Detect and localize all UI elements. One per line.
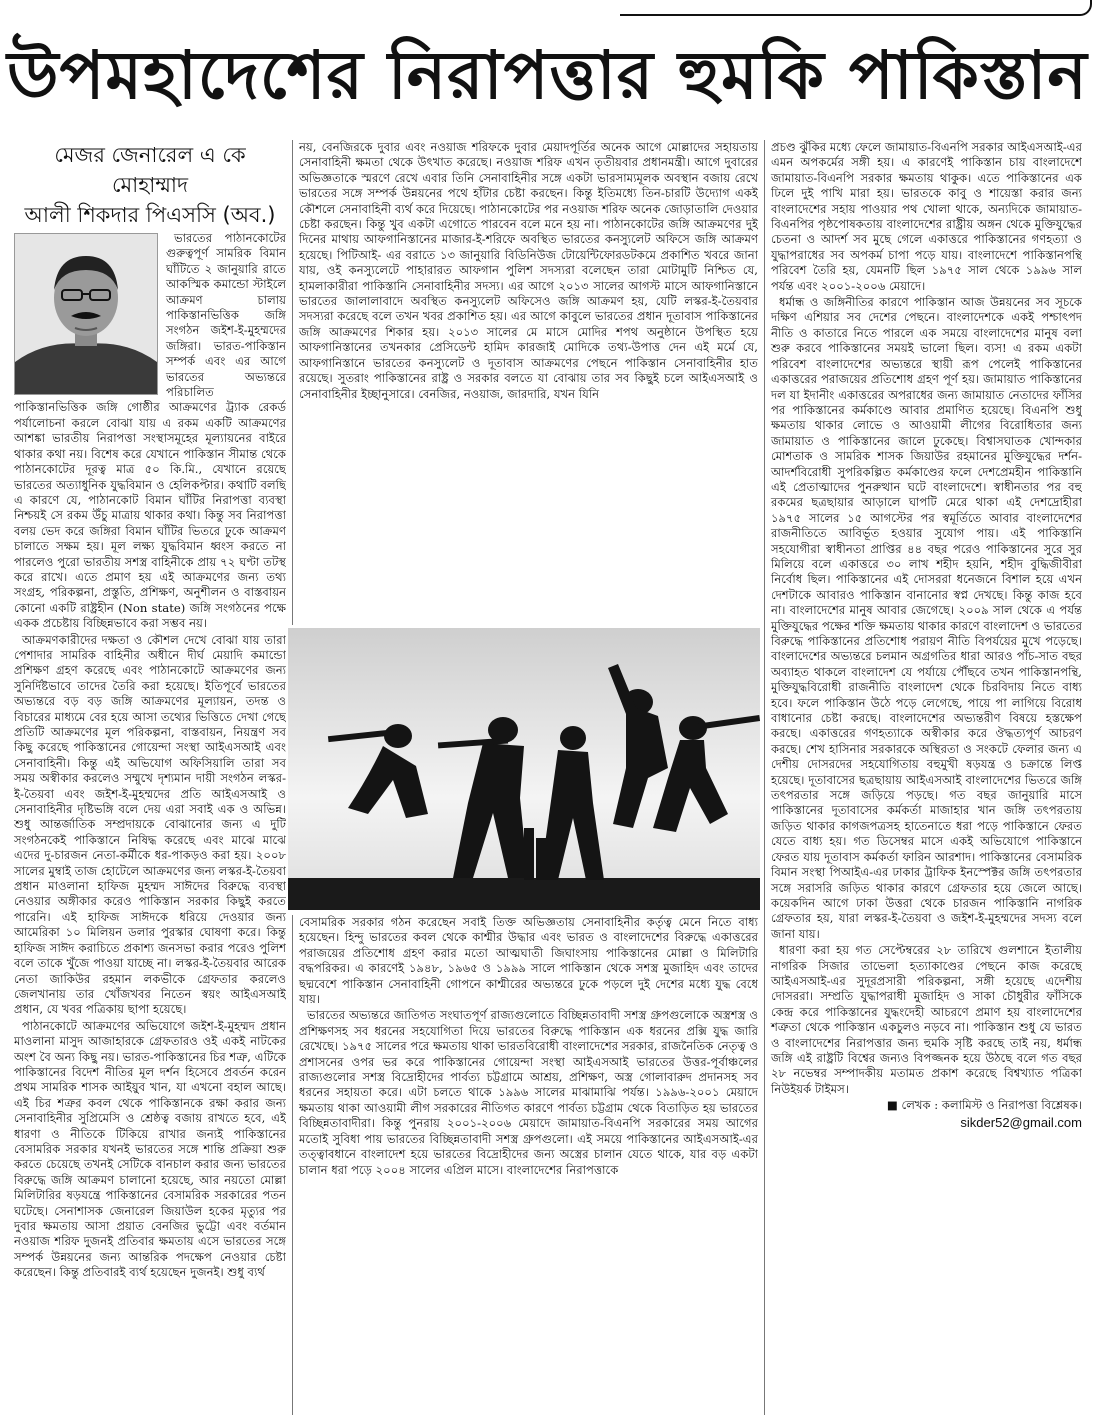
paragraph: বেসামরিক সরকার গঠন করেছেন সবাই তিক্ত অভিজ্ঞতায় সেনাবাহিনীর কর্তৃত্ব মেনে নিতে বাধ্য হয়েছেন। হিন্দু ভারতের কবল থেকে কাশ্মীর উদ্ধার এবং ভারত ও বাংলাদেশের বিরুদ্ধে একাত্তরের পরাজয়ের প্রতিশোধ গ্রহণ করার মতো আত্মঘাতী জিঘাংসায় পাকিস্তানের মোল্লা ও মিলিটারি বদ্ধপরিকর। এ কারণেই ১৯৪৮, ১৯৬৫ ও ১৯৯৯ সালে পাকিস্তান থেকে সশস্ত্র মুজাহিদ এবং তাদের ছদ্মবেশে পাকিস্তান সেনাবাহিনী গোপনে কাশ্মীরের অভ্যন্তরে ঢুকে পড়লে দুই দেশের মধ্যে যুদ্ধ বেধে যায়।: [299, 915, 758, 1007]
column-4: [292, 915, 758, 1415]
paragraph: নয়, বেনজিরকে দুবার এবং নওয়াজ শরিফকে দুবার মেয়াদপূর্তির অনেক আগে মোল্লাদের সহায়তায় সেনাবাহিনী ক্ষমতা থেকে উৎখাত করেছে। নওয়াজ শরিফ এখন তৃতীয়বার প্রধানমন্ত্রী। আগে দুবারের অভিজ্ঞতাকে স্মরণে রেখে এবার তিনি সেনাবাহিনীর সঙ্গে একটা ভারসাম্যমূলক অবস্থান বজায় রেখে ভারতের সঙ্গে সম্পর্ক উন্নয়নের পথে হাঁটার চেষ্টা করছেন। কিন্তু ইতিমধ্যে তিন-চারটি উদ্যোগ একই কৌশলে সেনাবাহিনী ব্যর্থ করে দিয়েছে। পাঠানকোটের পর নওয়াজ শরিফ অনেক জোড়াতালি দেওয়ার চেষ্টা করছেন। কিন্তু খুব একটা এগোতে পারবেন বলে মনে হয় না। পাঠানকোটের জঙ্গি আক্রমণের দুই দিনের মাথায় আফগানিস্তানের মাজার-ই-শরিফে অবস্থিত ভারতের কনস্যুলেট অফিসে জঙ্গি আক্রমণ হয়েছে। পিটিআই- এর বরাতে ১৩ জানুয়ারি বিডিনিউজ টোয়েন্টিফোরডটকমে প্রকাশিত খবরে জানা যায়, ওই কনস্যুলেটে পাহারারত আফগান পুলিশ সদস্যরা বলেছেন তারা মোটামুটি নিশ্চিত যে, হামলাকারীরা পাকিস্তানি সেনাবাহিনীর সদস্য। এর আগে ২০১৩ সালের আগস্ট মাসে আফগানিস্তানে ভারতের জালালাবাদে অবস্থিত কনস্যুলেট অফিসেও জঙ্গি আক্রমণ হয়, যেটি লস্কর-ই-তৈয়বার সদস্যরা করেছে বলে তখন খবর প্রকাশিত হয়। এর আগে কাবুলে ভারতের প্রধান দূতাবাস পাকিস্তানের জঙ্গি আক্রমণের শিকার হয়। ২০১৩ সালের মে মাসে মোদির শপথ অনুষ্ঠানে উপস্থিত হয়ে আফগানিস্তানের তখনকার প্রেসিডেন্ট হামিদ কারজাই মোদিকে তথ্য-উপাত্ত দেন এই মর্মে যে, আফগানিস্তানে ভারতের কনস্যুলেট ও দূতাবাস আক্রমণের পেছনে পাকিস্তান সেনাবাহিনীর হাত রয়েছে। সুতরাং পাকিস্তানের রাষ্ট্র ও সরকার বলতে যা বোঝায় তার সব কিছুই চলে আইএসআই ও সেনাবাহিনীর ইচ্ছানুসারে। বেনজির, নওয়াজ, জারদারি, যখন যিনি: [299, 140, 758, 401]
paragraph: প্রচণ্ড ঝুঁকির মধ্যে ফেলে জামায়াত-বিএনপি সরকার আইএসআই-এর এমন অপকর্মের সঙ্গী হয়। এ কারণেই পাকিস্তান চায় বাংলাদেশে জামায়াত-বিএনপি সরকার ক্ষমতায় থাকুক। এতে পাকিস্তানের এক ঢিলে দুই পাখি মারা হয়। ভারতকে কাবু ও শায়েস্তা করার জন্য বাংলাদেশের সহায় পাওয়ার পথ খোলা থাকে, অন্যদিকে জামায়াত-বিএনপির পৃষ্ঠপোষকতায় বাংলাদেশের রাষ্ট্রীয় অঙ্গন থেকে মুক্তিযুদ্ধের চেতনা ও আদর্শ সব মুছে গেলে একাত্তরে পাকিস্তানের গণহত্যা ও যুদ্ধাপরাধের সব অপকর্ম চাপা পড়ে যায়। বাংলাদেশে পাকিস্তানপন্থি পরিবেশ তৈরি হয়, যেমনটি ছিল ১৯৭৫ সাল থেকে ১৯৯৬ সাল পর্যন্ত এবং ২০০১-২০০৬ মেয়াদে।: [771, 140, 1082, 293]
soldiers-silhouette-photo: [288, 628, 760, 910]
column-2: [292, 140, 758, 625]
paragraph: ধারণা করা হয় গত সেপ্টেম্বরের ২৮ তারিখে গুলশানে ইতালীয় নাগরিক সিজার তাভেলা হত্যাকাণ্ডের পেছনে কাজ করেছে আইএসআই-এর সুদূরপ্রসারী পরিকল্পনা, সঙ্গী হয়েছে এদেশীয় দোসররা। সম্প্রতি যুদ্ধাপরাধী মুজাহিদ ও সাকা চৌধুরীর ফাঁসিকে কেন্দ্র করে পাকিস্তানের যুদ্ধংদেহী আচরণে প্রমাণ হয় বাংলাদেশের শত্রুতা থেকে পাকিস্তান একচুলও নড়বে না। পাকিস্তান শুধু যে ভারত ও বাংলাদেশের নিরাপত্তার জন্য হুমকি সৃষ্টি করছে তাই নয়, ধর্মান্ধ জঙ্গি এই রাষ্ট্রটি বিশ্বের জন্যও বিপজ্জনক হয়ে উঠছে বলে গত বছর ২৮ নভেম্বর সম্পাদকীয় মতামত প্রকাশ করেছে বিশ্বখ্যাত পত্রিকা নিউইয়র্ক টাইমস।: [771, 943, 1082, 1096]
page-corner-frame: [620, 0, 1092, 16]
byline: [14, 140, 286, 230]
author-email: sikder52@gmail.com: [960, 1114, 1082, 1130]
byline-line-2: আলী শিকদার পিএসসি (অব.): [24, 203, 276, 227]
author-portrait: [14, 233, 158, 395]
paragraph: পাঠানকোটে আক্রমণের অভিযোগে জইশ-ই-মুহম্মদ প্রধান মাওলানা মাসুদ আজাহারকে গ্রেফতারও ওই একই নাটকের অংশ বৈ অন্য কিছু নয়। ভারত-পাকিস্তানের চির শত্রু, এটিকে পাকিস্তানের বিদেশ নীতির মূল দর্শন হিসেবে প্রবর্তন করেন প্রথম সামরিক শাসক আইয়ুব খান, যা এখনো বহাল আছে। এই চির শত্রুর কবল থেকে পাকিস্তানকে রক্ষা করার জন্য সেনাবাহিনীর সুপ্রিমেসি ও শ্রেষ্ঠত্ব বজায় রাখতে হবে, এই ধারণা ও নীতিকে টিকিয়ে রাখার জন্যই পাকিস্তানের বেসামরিক সরকার যখনই ভারতের সঙ্গে শান্তি প্রক্রিয়া শুরু করতে চেয়েছে তখনই সেটিকে বানচাল করার জন্য ভারতের বিরুদ্ধে জঙ্গি আক্রমণ চালানো হয়েছে, আর নয়তো মোল্লা মিলিটারির ষড়যন্ত্রে পাকিস্তানের বেসামরিক সরকারের পতন ঘটেছে। সেনাশাসক জেনারেল জিয়াউল হকের মৃত্যুর পর দুবার ক্ষমতায় আসা প্রয়াত বেনজির ভুট্টো এবং বর্তমান নওয়াজ শরিফ দুজনই প্রতিবার ক্ষমতায় এসে ভারতের সঙ্গে সম্পর্ক উন্নয়নের জন্য আন্তরিক পদক্ষেপ নেওয়ার চেষ্টা করেছেন। কিন্তু প্রতিবারই ব্যর্থ হয়েছেন দুজনই। শুধু ব্যর্থ: [14, 1018, 286, 1280]
headline: উপমহাদেশের নিরাপত্তার হুমকি পাকিস্তান: [7, 37, 1088, 114]
paragraph: ভারতের অভ্যন্তরে জাতিগত সংঘাতপূর্ণ রাজ্যগুলোতে বিচ্ছিন্নতাবাদী সশস্ত্র গ্রুপগুলোকে অস্ত্রশস্ত্র ও প্রশিক্ষণসহ সব ধরনের সহযোগিতা দিয়ে ভারতের বিরুদ্ধে পাকিস্তান এক ধরনের প্রক্সি যুদ্ধ জারি রেখেছে। ১৯৭৫ সালের পরে ক্ষমতায় থাকা ভারতবিরোধী বাংলাদেশের সরকার, রাজনৈতিক নেতৃত্ব ও প্রশাসনের ওপর ভর করে পাকিস্তানের গোয়েন্দা সংস্থা আইএসআই ভারতের উত্তর-পূর্বাঞ্চলের রাজ্যগুলোর সশস্ত্র বিদ্রোহীদের পার্বত্য চট্টগ্রামে আশ্রয়, প্রশিক্ষণ, অস্ত্র গোলাবারুদ প্রদানসহ সব ধরনের সহায়তা করে। এটা চলতে থাকে ১৯৯৬ সালের মাঝামাঝি পর্যন্ত। ১৯৯৬-২০০১ মেয়াদে ক্ষমতায় থাকা আওয়ামী লীগ সরকারের নীতিগত কারণে পার্বত্য চট্টগ্রাম থেকে বিতাড়িত হয় ভারতের বিচ্ছিন্নতাবাদীরা। কিন্তু পুনরায় ২০০১-২০০৬ মেয়াদে জামায়াত-বিএনপি সরকারের সময় আগের মতোই সুবিধা পায় ভারতের বিচ্ছিন্নতাবাদী সশস্ত্র গ্রুপগুলো। এই সময়ে পাকিস্তানের আইএসআই-এর তত্ত্বাবধানে বাংলাদেশ হয়ে ভারতের বিদ্রোহীদের জন্য অস্ত্রের চালান যেতে থাকে, যার বড় একটা চালান ধরা পড়ে ২০০৪ সালের এপ্রিল মাসে। বাংলাদেশের নিরাপত্তাকে: [299, 1008, 758, 1177]
column-3: [764, 140, 1082, 1415]
byline-line-1: মেজর জেনারেল এ কে মোহাম্মাদ: [54, 143, 246, 197]
paragraph: ভারতের পাঠানকোটের গুরুত্বপূর্ণ সামরিক বিমান ঘাঁটিতে ২ জানুয়ারি রাতে আকস্মিক কমান্ডো স্টাইলে আক্রমণ চালায় পাকিস্তানভিত্তিক জঙ্গি সংগঠন জইশ-ই-মুহম্মদের জঙ্গিরা। ভারত-পাকিস্তান সম্পর্ক এবং এর আগে ভারতের অভ্যন্তরে পরিচালিত পাকিস্তানভিত্তিক জঙ্গি গোষ্ঠীর আক্রমণের ট্র্যাক রেকর্ড পর্যালোচনা করলে বোঝা যায় এ রকম একটি আক্রমণের আশঙ্কা ভারতীয় নিরাপত্তা সংস্থাসমূহের মূল্যায়নের বাইরে থাকার কথা নয়। বিশেষ করে যেখানে পাকিস্তান সীমান্ত থেকে পাঠানকোটের দূরত্ব মাত্র ৫০ কি.মি., যেখানে রয়েছে ভারতের অত্যাধুনিক যুদ্ধবিমান ও হেলিকপ্টার। কথাটি বলছি এ কারণে যে, পাঠানকোট বিমান ঘাঁটির নিরাপত্তা ব্যবস্থা নিশ্চয়ই সে রকম উঁচু মাত্রায় থাকার কথা। কিন্তু সব নিরাপত্তা বলয় ভেদ করে জঙ্গিরা বিমান ঘাঁটির ভিতরে ঢুকে আক্রমণ চালাতে সক্ষম হয়। মূল লক্ষ্য যুদ্ধবিমান ধ্বংস করতে না পারলেও পুরো ভারতীয় সশস্ত্র বাহিনীকে প্রায় ৭২ ঘণ্টা তটস্থ করে রাখে। এতে প্রমাণ হয় এই আক্রমণের জন্য তথ্য সংগ্রহ, পরিকল্পনা, প্রস্তুতি, প্রশিক্ষণ, অনুশীলন ও বাস্তবায়ন কোনো একটি রাষ্ট্রহীন (Non state) জঙ্গি সংগঠনের পক্ষে একক প্রচেষ্টায় বিচ্ছিন্নভাবে করা সম্ভব নয়।: [14, 231, 286, 631]
author-signature: ■ লেখক : কলামিস্ট ও নিরাপত্তা বিশ্লেষক।: [886, 1098, 1082, 1113]
paragraph: ধর্মান্ধ ও জঙ্গিনীতির কারণে পাকিস্তান আজ উন্নয়নের সব সূচকে দক্ষিণ এশিয়ার সব দেশের পেছনে। বাংলাদেশকে একই পশ্চাৎপদ নীতি ও কাতারে নিতে পারলে এক সময়ে বাংলাদেশের মানুষ বলা শুরু করবে পাকিস্তানের সময়ই ভালো ছিল। ব্যস! এ রকম একটা পরিবেশ বাংলাদেশের অভ্যন্তরে স্থায়ী রূপ পেলেই পাকিস্তানের একাত্তরের পরাজয়ের প্রতিশোধ গ্রহণ পূর্ণ হয়। জামায়াত পাকিস্তানের দল যা ইদানীং একাত্তরের অপরাধের জন্য জামায়াত নেতাদের ফাঁসির পর পাকিস্তানের কর্মকাণ্ডে আবার প্রমাণিত হয়েছে। বিএনপি শুধু ক্ষমতায় থাকার লোভে ও আওয়ামী লীগের বিরোধিতার জন্য জামায়াত ও পাকিস্তানের জালে ঢুকেছে। বিশ্বাসঘাতক খোন্দকার মোশতাক ও সামরিক শাসক জিয়াউর রহমানের মুক্তিযুদ্ধের দর্শন-আদর্শবিরোধী সুপরিকল্পিত কর্মকাণ্ডের ফলে দেশপ্রেমহীন পাকিস্তানি এই প্রেতাত্মাদের পুনরুত্থান ঘটে বাংলাদেশে। স্বাধীনতার পর বহু রকমের ছত্রছায়ার আড়ালে ঘাপটি মেরে থাকা এই দেশদ্রোহীরা ১৯৭৫ সালের ১৫ আগস্টের পর স্বমূর্তিতে আবার বাংলাদেশের রাজনীতিতে আবির্ভূত হওয়ার সুযোগ পায়। এই পাকিস্তানি সহযোগীরা স্বাধীনতা প্রাপ্তির ৪৪ বছর পরেও পাকিস্তানের সুরে সুর মিলিয়ে বলে একাত্তরে ৩০ লাখ শহীদ হয়নি, শহীদ বুদ্ধিজীবীরা নির্বোধ ছিল। পাকিস্তানের এই দোসররা ধনেজনে বিশাল হয়ে এখন দেশটাকে আবারও পাকিস্তান বানানোর স্বপ্ন দেখছে। কিন্তু কাজ হবে না। বাংলাদেশের মানুষ আবার জেগেছে। ২০০৯ সাল থেকে এ পর্যন্ত মুক্তিযুদ্ধের পক্ষের শক্তি ক্ষমতায় থাকার কারণে বাংলাদেশ ও ভারতের বিরুদ্ধে পাকিস্তানের প্রতিশোধ পরায়ণ নীতি বিপর্যয়ের মুখে পড়েছে। বাংলাদেশের অভ্যন্তরে চলমান অগ্রগতির ধারা আরও পাঁচ-সাত বছর অব্যাহত থাকলে বাংলাদেশ যে পর্যায়ে পৌঁছবে তখন পাকিস্তানপন্থি, মুক্তিযুদ্ধবিরোধী রাজনীতি বাংলাদেশ থেকে চিরবিদায় নিতে বাধ্য হবে। ফলে পাকিস্তান উঠে পড়ে লেগেছে, পায়ে পা লাগিয়ে বিরোধ বাধানোর চেষ্টা করছে। বাংলাদেশের অভ্যন্তরীণ বিষয়ে হস্তক্ষেপ করছে। একাত্তরের গণহত্যাকে অস্বীকার করে ঔদ্ধত্যপূর্ণ আচরণ করছে। শেখ হাসিনার সরকারকে অস্থিরতা ও সংকটে ফেলার জন্য এ দেশীয় দোসরদের সহযোগিতায় বহুমুখী ষড়যন্ত্র ও চক্রান্তে লিপ্ত হয়েছে। দূতাবাসের ছত্রছায়ায় আইএসআই বাংলাদেশের ভিতরে জঙ্গি তৎপরতার সঙ্গে জড়িয়ে পড়ছে। গত বছর জানুয়ারি মাসে পাকিস্তানের দূতাবাসের কর্মকর্তা মাজাহার খান জঙ্গি তৎপরতায় জড়িত থাকার কাগজপত্রসহ হাতেনাতে ধরা পড়ে পাকিস্তানে ফেরত যেতে বাধ্য হয়। গত ডিসেম্বর মাসে একই অভিযোগে পাকিস্তানে ফেরত যায় দূতাবাস কর্মকর্তা ফারিন আরশাদ। পাকিস্তানের বেসামরিক বিমান সংস্থা পিআইএ-এর ঢাকার ট্রাফিক ইনস্পেক্টর জঙ্গি তৎপরতার সঙ্গে সরাসরি জড়িত থাকার কারণে গ্রেফতার হয়ে জেলে আছে। কয়েকদিন আগে ঢাকা উত্তরা থেকে চারজন পাকিস্তানি নাগরিক গ্রেফতার হয়, যারা লস্কর-ই-তৈয়বা ও জইশ-ই-মুহম্মদের সদস্য বলে জানা যায়।: [771, 295, 1082, 941]
paragraph: আক্রমণকারীদের দক্ষতা ও কৌশল দেখে বোঝা যায় তারা পেশাদার সামরিক বাহিনীর অধীনে দীর্ঘ মেয়াদি কমান্ডো প্রশিক্ষণ গ্রহণ করেছে এবং পাঠানকোটে আক্রমণের জন্য সুনির্দিষ্টভাবে তাদের তৈরি করা হয়েছে। ইতিপূর্বে ভারতের অভ্যন্তরে বড় বড় জঙ্গি আক্রমণের মূল্যায়ন, তদন্ত ও বিচারের মাধ্যমে বের হয়ে আসা তথ্যের ভিত্তিতে দেখা গেছে প্রতিটি আক্রমণের মূল পরিকল্পনা, বাস্তবায়ন, নিয়ন্ত্রণ সব কিছু করেছে পাকিস্তানের গোয়েন্দা সংস্থা আইএসআই এবং সেনাবাহিনী। কিন্তু এই অভিযোগ অফিসিয়ালি তারা সব সময় অস্বীকার করলেও সম্মুখে দৃশ্যমান দায়ী সংগঠন লস্কর-ই-তৈয়বা এবং জইশ-ই-মুহম্মদের প্রতি আইএসআই ও সেনাবাহিনীর দৃষ্টিভঙ্গি বলে দেয় এরা সবাই এক ও অভিন্ন। শুধু আন্তর্জাতিক সম্প্রদায়কে বোঝানোর জন্য এ দুটি সংগঠনকেই পাকিস্তানে নিষিদ্ধ করেছে এবং মাঝে মাঝে এদের দু-চারজন নেতা-কর্মীকে ধর-পাকড়ও করা হয়। ২০০৮ সালের মুম্বাই তাজ হোটেলে আক্রমণের জন্য লস্কর-ই-তৈয়বা প্রধান মাওলানা হাফিজ মুহম্মদ সাঈদের বিরুদ্ধে ব্যবস্থা নেওয়ার অঙ্গীকার করেও পাকিস্তান সরকার কিছুই করতে পারেনি। এই হাফিজ সাঈদকে ধরিয়ে দেওয়ার জন্য আমেরিকা ১০ মিলিয়ন ডলার পুরস্কার ঘোষণা করে। কিন্তু হাফিজ সাঈদ করাচিতে প্রকাশ্য জনসভা করার পরেও পুলিশ বলে তাকে খুঁজে পাওয়া যাচ্ছে না। লস্কর-ই-তৈয়বার আরেক নেতা জাকিউর রহমান লকভীকে গ্রেফতার করলেও জেলখানায় তার খোঁজখবর নিতেন স্বয়ং আইএসআই প্রধান, যে খবর পত্রিকায় ছাপা হয়েছে।: [14, 632, 286, 1017]
column-1: [14, 140, 286, 1415]
